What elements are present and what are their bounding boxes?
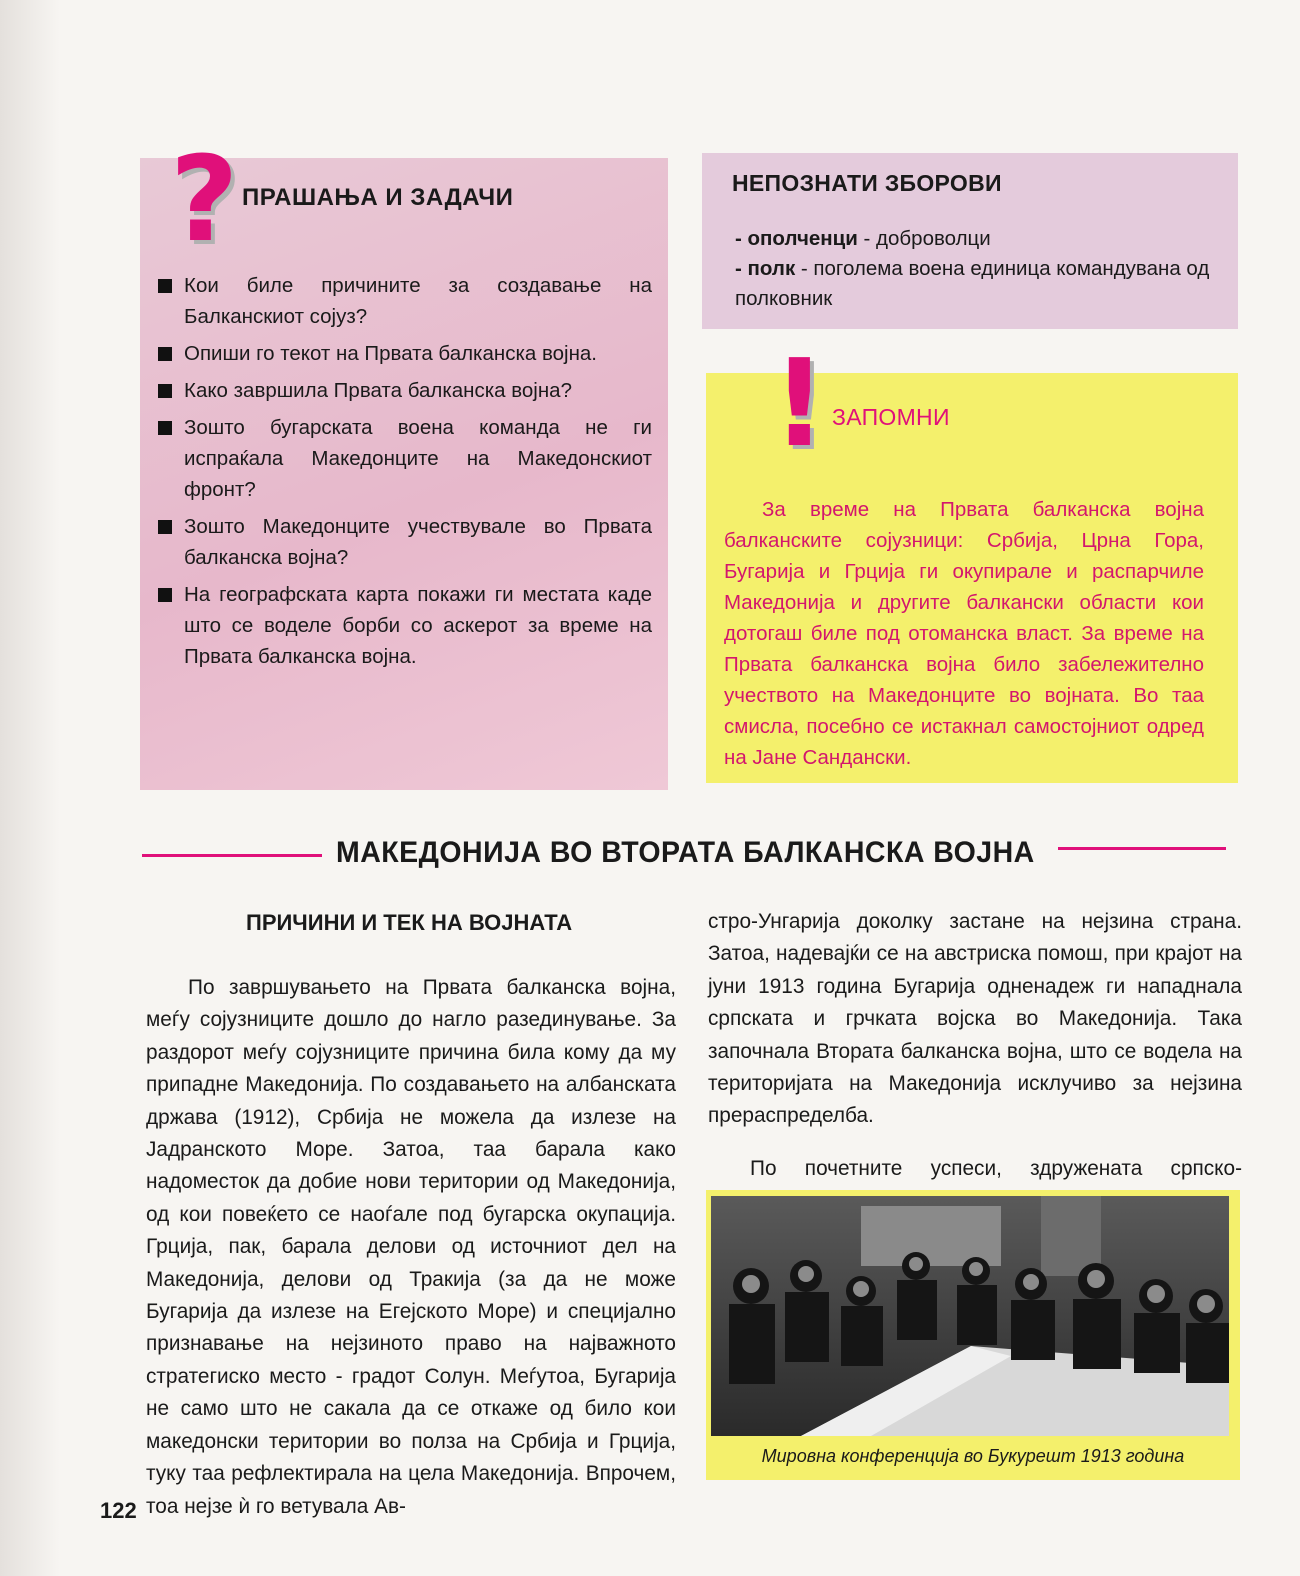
glossary-term: - полк [735,257,796,280]
glossary-entry [735,254,1215,314]
body-left-column [146,972,676,1523]
section-divider-right [1058,847,1226,850]
question-item [156,270,652,332]
remember-text: За време на Првата балканска војна балканските сојузници: Србија, Црна Гора, Бугарија и Грција ги окупирале и распарчиле Македонија и другите балкански области кои дотогаш биле под отоманска власт. За време на Првата балканска војна било забележително учеството на Македонците во војната. Во таа смисла, посебно се истакнал самостојниот одред на Јане Сандански. [724,498,1204,769]
conference-photo-image [711,1196,1229,1436]
glossary-definition: - поголема воена единица командувана од полковник [735,257,1210,310]
remember-title: ЗАПОМНИ [832,404,950,430]
glossary-entry [735,224,1215,254]
question-item [156,338,652,369]
square-bullet-icon [158,347,172,361]
question-item [156,375,652,406]
section-title: МАКЕДОНИЈА ВО ВТОРАТА БАЛКАНСКА ВОЈНА [336,836,1035,869]
questions-title: ПРАШАЊА И ЗАДАЧИ [242,184,514,211]
question-item [156,511,652,573]
page-number: 122 [100,1498,137,1523]
square-bullet-icon [158,384,172,398]
body-paragraph: стро-Унгарија доколку застане на нејзина страна. Затоа, надевајќи се на австриска помош, при крајот на јуни 1913 година Бугарија одненадеж ги нападнала српската и грчката војска во Македонија. Така започнала Втората балканска војна, што се водела на територијата на Македонија исклучиво за нејзина прераспределба. [708,910,1242,1128]
question-text: Опиши го текот на Првата балканска војна. [184,342,598,365]
question-mark-icon: ? [170,130,239,268]
square-bullet-icon [158,588,172,602]
question-item [156,412,652,505]
section-divider-left [142,854,322,857]
conference-photo [711,1196,1229,1436]
body-paragraph: По почетните успеси, здружената српско- [750,1156,1242,1180]
square-bullet-icon [158,421,172,435]
unknown-words-list [735,224,1215,314]
glossary-term: - ополченци [735,227,858,250]
section-subtitle: ПРИЧИНИ И ТЕК НА ВОЈНАТА [246,910,573,935]
question-text: Кои биле причините за создавање на Балканскиот сојуз? [184,274,652,328]
question-text: На географската карта покажи ги местата каде што се воделе борби со аскерот за време на Првата балканска војна. [184,583,652,668]
page-gutter-shadow [0,0,60,1576]
square-bullet-icon [158,520,172,534]
body-right-column [708,906,1242,1238]
photo-caption: Мировна конференција во Букурешт 1913 година [761,1446,1185,1466]
unknown-words-title: НЕПОЗНАТИ ЗБОРОВИ [732,170,1002,196]
square-bullet-icon [158,279,172,293]
questions-list [156,270,652,678]
question-text: Како завршила Првата балканска војна? [184,379,572,402]
body-paragraph: По завршувањето на Првата балканска војна, меѓу сојузниците дошло до нагло разединување. За раздорот меѓу сојузниците причина била кому да му припадне Македонија. По создавањето на албанската држава (1912), Србија не можела да излезе на Јадранското Море. Затоа, таа барала како надоместок да добие нови територии од Македонија, од кои повеќето се наоѓале под бугарска окупација. Грција, пак, барала делови од источниот дел на Македонија, делови од Тракија (за да не може Бугарија да излезе на Егејското Море) и специјално признавање на нејзиното право на најважното стратегиско место - градот Солун. Меѓутоа, Бугарија не само што не сакала да се откаже од било кои македонски територии во полза на Србија и Грција, туку таа рефлектирала на цела Македонија. Впрочем, тоа нејзе ѝ го ветувала Ав- [146,976,676,1518]
question-text: Зошто Македонците учествувале во Првата балканска војна? [184,515,652,569]
exclamation-mark-icon: ! [772,335,827,474]
glossary-definition: - доброволци [857,227,991,250]
question-item [156,579,652,672]
question-text: Зошто бугарската воена команда не ги испраќала Македонците на Македонскиот фронт? [184,416,652,501]
